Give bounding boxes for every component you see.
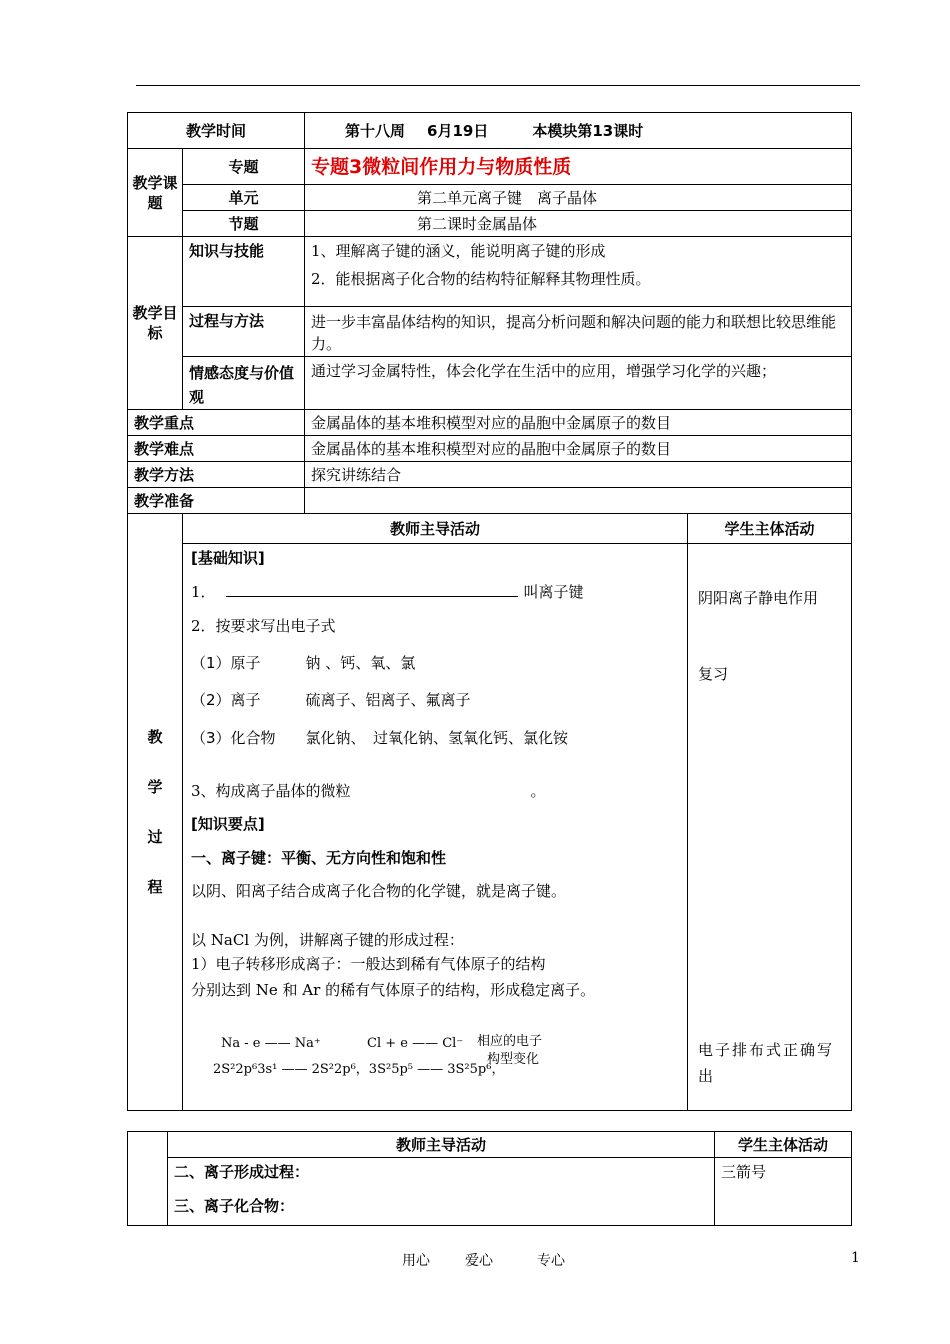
- goal-line: 2．能根据离子化合物的结构特征解释其物理性质。: [311, 270, 651, 288]
- goal-label-3: 情感态度与价值观: [183, 357, 305, 410]
- date: 6月19日: [427, 121, 489, 140]
- goal-value-3: 通过学习金属特性，体会化学在生活中的应用，增强学习化学的兴趣；: [305, 357, 852, 410]
- topic-group-label: 教学课题: [128, 149, 183, 237]
- topic-label: 专题: [183, 149, 305, 185]
- basic-knowledge-heading: [基础知识]: [191, 549, 265, 567]
- formula-config: 2S²2p⁶3s¹ —— 2S²2p⁶，3S²5p⁵ —— 3S²5p⁶，: [213, 1062, 505, 1077]
- process-char: 过: [147, 828, 163, 846]
- teacher-activity-cell: [183, 544, 688, 1111]
- header-rule: [136, 85, 860, 86]
- goal-label-2: 过程与方法: [183, 307, 305, 357]
- lesson-number: 本模块第13课时: [532, 121, 644, 140]
- process-char: 教: [147, 728, 163, 746]
- paragraph: 分别达到 Ne 和 Ar 的稀有气体原子的结构，形成稳定离子。: [191, 981, 596, 999]
- formula-note-2: 构型变化: [487, 1052, 540, 1067]
- continuation-table: [127, 1131, 852, 1226]
- difficulty-value: 金属晶体的基本堆积模型对应的晶胞中金属原子的数目: [305, 436, 852, 462]
- goals-group-label: 教学目标: [128, 237, 183, 410]
- student-note: 阴阳离子静电作用: [698, 589, 819, 607]
- formula-cl: Cl + e —— Cl⁻: [367, 1036, 464, 1051]
- student-activity-header: 学生主体活动: [688, 514, 852, 544]
- section-heading-2: 二、离子形成过程：: [174, 1163, 310, 1181]
- goal-value-1: [305, 237, 852, 307]
- goal-label-1: 知识与技能: [183, 237, 305, 307]
- formula-na: Na - e —— Na⁺: [221, 1036, 321, 1051]
- topic-value: 专题3微粒间作用力与物质性质: [305, 149, 852, 185]
- time-label: 教学时间: [128, 113, 305, 149]
- process-char: 程: [147, 878, 163, 896]
- lesson-plan-table: [127, 112, 852, 1111]
- question-2: 2．按要求写出电子式: [191, 617, 336, 635]
- preparation-value: [305, 488, 852, 514]
- preparation-label: 教学准备: [128, 488, 305, 514]
- fill-blank[interactable]: [226, 584, 518, 597]
- method-label: 教学方法: [128, 462, 305, 488]
- key-points-heading: [知识要点]: [191, 815, 265, 833]
- student-note: 电子排布式正确写出: [698, 1041, 835, 1085]
- unit-label: 单元: [183, 185, 305, 211]
- footer-text: 专心: [537, 1253, 565, 1269]
- formula-note-1: 相应的电子: [477, 1034, 543, 1049]
- time-value: [305, 113, 852, 149]
- focus-label: 教学重点: [128, 410, 305, 436]
- footer-text: 用心: [402, 1253, 430, 1269]
- question-2a: （1）原子 钠 、钙、氧、氯: [191, 654, 416, 672]
- student-activity-cell: [688, 544, 852, 1111]
- footer-text: 爱心: [465, 1253, 493, 1269]
- section-heading-3: 三、离子化合物：: [174, 1197, 295, 1215]
- teacher-activity-cell-2: [168, 1158, 715, 1226]
- method-value: 探究讲练结合: [305, 462, 852, 488]
- question-2c: （3）化合物 氯化钠、 过氧化钠、氢氧化钙、氯化铵: [191, 729, 569, 747]
- week: 第十八周: [345, 121, 406, 140]
- section-value: 第二课时金属晶体: [305, 211, 852, 237]
- section-label: 节题: [183, 211, 305, 237]
- student-note: 复习: [698, 665, 729, 683]
- teacher-activity-header: 教师主导活动: [183, 514, 688, 544]
- process-char: 学: [147, 778, 163, 796]
- page-number: 1: [851, 1250, 860, 1266]
- student-activity-header-2: 学生主体活动: [715, 1132, 852, 1158]
- process-group-label: [128, 514, 183, 1111]
- difficulty-label: 教学难点: [128, 436, 305, 462]
- section-heading-1: 一、离子键：平衡、无方向性和饱和性: [191, 849, 447, 867]
- unit-value: 第二单元离子键 离子晶体: [305, 185, 852, 211]
- paragraph: 以阴、阳离子结合成离子化合物的化学键，就是离子键。: [191, 882, 567, 900]
- question-1: 1． 叫离子键: [191, 583, 584, 601]
- question-3: 3、构成离子晶体的微粒 。: [191, 782, 546, 800]
- paragraph: 1）电子转移形成离子：一般达到稀有气体原子的结构: [191, 955, 546, 973]
- teacher-activity-header-2: 教师主导活动: [168, 1132, 715, 1158]
- paragraph: 以 NaCl 为例，讲解离子键的形成过程：: [191, 931, 464, 949]
- continuation-side-cell: [128, 1132, 168, 1226]
- student-activity-cell-2: 三箭号: [715, 1158, 852, 1226]
- question-2b: （2）离子 硫离子、铝离子、氟离子: [191, 691, 471, 709]
- focus-value: 金属晶体的基本堆积模型对应的晶胞中金属原子的数目: [305, 410, 852, 436]
- goal-value-2: 进一步丰富晶体结构的知识，提高分析问题和解决问题的能力和联想比较思维能力。: [305, 307, 852, 357]
- goal-line: 1、理解离子键的涵义，能说明离子键的形成: [311, 242, 606, 260]
